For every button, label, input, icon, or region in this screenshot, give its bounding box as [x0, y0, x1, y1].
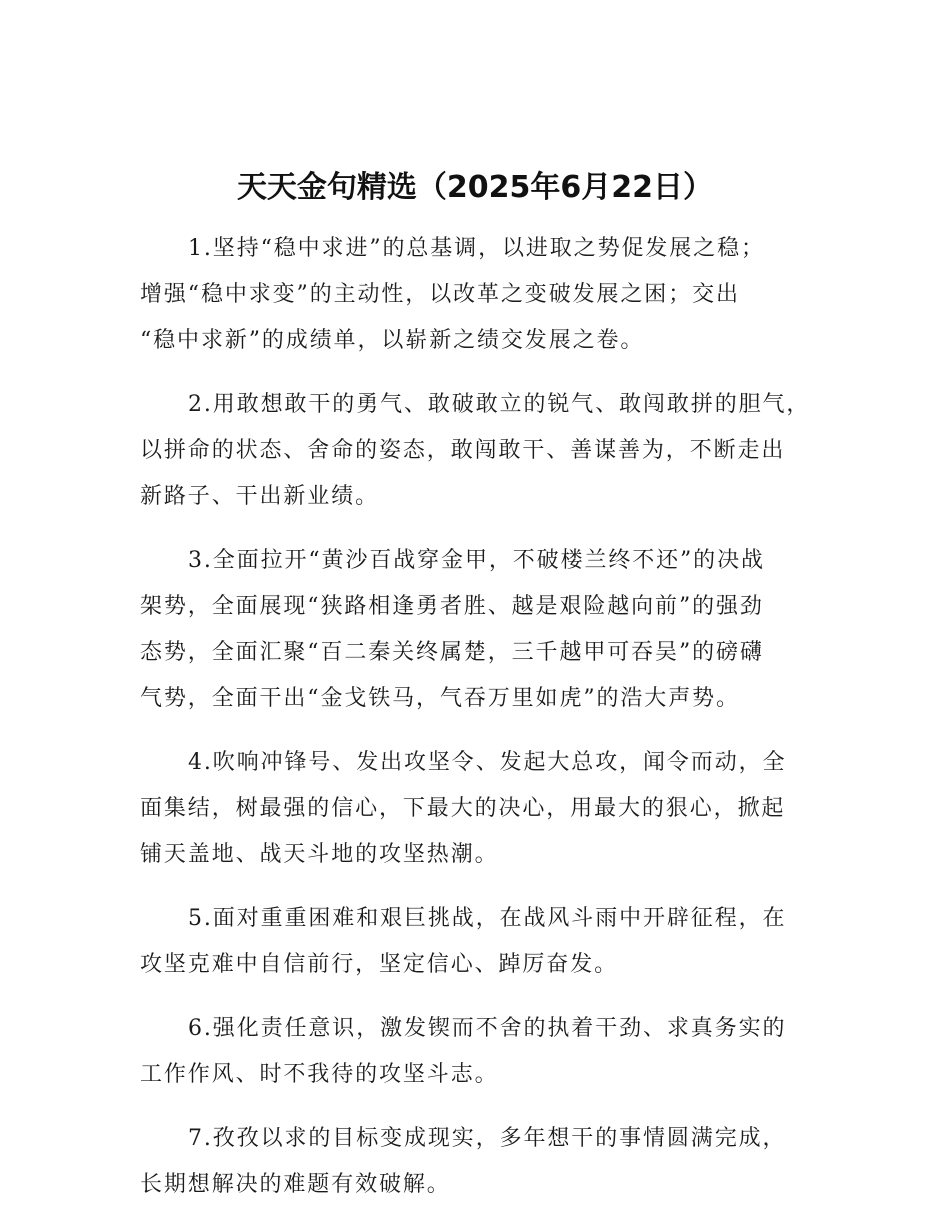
paragraph-2 [140, 382, 820, 520]
paragraph-line: 4.吹响冲锋号、发出攻坚令、发起大总攻，闻令而动，全 [188, 750, 787, 775]
paragraph-line: 面集结，树最强的信心，下最大的决心，用最大的狠心，掀起 [140, 796, 786, 821]
paragraph-3 [140, 538, 820, 722]
paragraph-5 [140, 896, 820, 988]
paragraph-line: 7.孜孜以求的目标变成现实，多年想干的事情圆满完成， [188, 1126, 787, 1151]
paragraph-line: 增强“稳中求变”的主动性，以改革之变破发展之困；交出 [140, 282, 740, 307]
paragraph-7 [140, 1116, 820, 1208]
paragraph-line: 铺天盖地、战天斗地的攻坚热潮。 [140, 842, 499, 867]
paragraph-line: 5.面对重重困难和艰巨挑战，在战风斗雨中开辟征程，在 [188, 906, 787, 931]
paragraph-line: 态势，全面汇聚“百二秦关终属楚，三千越甲可吞吴”的磅礴 [140, 640, 764, 665]
paragraph-line: 1.坚持“稳中求进”的总基调，以进取之势促发展之稳； [188, 236, 765, 261]
paragraph-line: 长期想解决的难题有效破解。 [140, 1172, 451, 1197]
paragraph-line: 2.用敢想敢干的勇气、敢破敢立的锐气、敢闯敢拼的胆气， [188, 392, 811, 417]
paragraph-line: 攻坚克难中自信前行，坚定信心、踔厉奋发。 [140, 952, 619, 977]
paragraph-6 [140, 1006, 820, 1098]
paragraph-line: 以拼命的状态、舍命的姿态，敢闯敢干、善谋善为，不断走出 [140, 438, 786, 463]
document-body [140, 226, 820, 1226]
paragraph-line: 工作作风、时不我待的攻坚斗志。 [140, 1062, 499, 1087]
paragraph-line: 3.全面拉开“黄沙百战穿金甲，不破楼兰终不还”的决战 [188, 548, 765, 573]
paragraph-line: 架势，全面展现“狭路相逢勇者胜、越是艰险越向前”的强劲 [140, 594, 764, 619]
page-title: 天天金句精选（2025年6月22日） [236, 170, 714, 205]
paragraph-4 [140, 740, 820, 878]
paragraph-line: 新路子、干出新业绩。 [140, 484, 380, 509]
paragraph-1 [140, 226, 820, 364]
paragraph-line: 气势，全面干出“金戈铁马，气吞万里如虎”的浩大声势。 [140, 686, 740, 711]
paragraph-line: 6.强化责任意识，激发锲而不舍的执着干劲、求真务实的 [188, 1016, 787, 1041]
paragraph-line: “稳中求新”的成绩单，以崭新之绩交发展之卷。 [140, 328, 645, 353]
